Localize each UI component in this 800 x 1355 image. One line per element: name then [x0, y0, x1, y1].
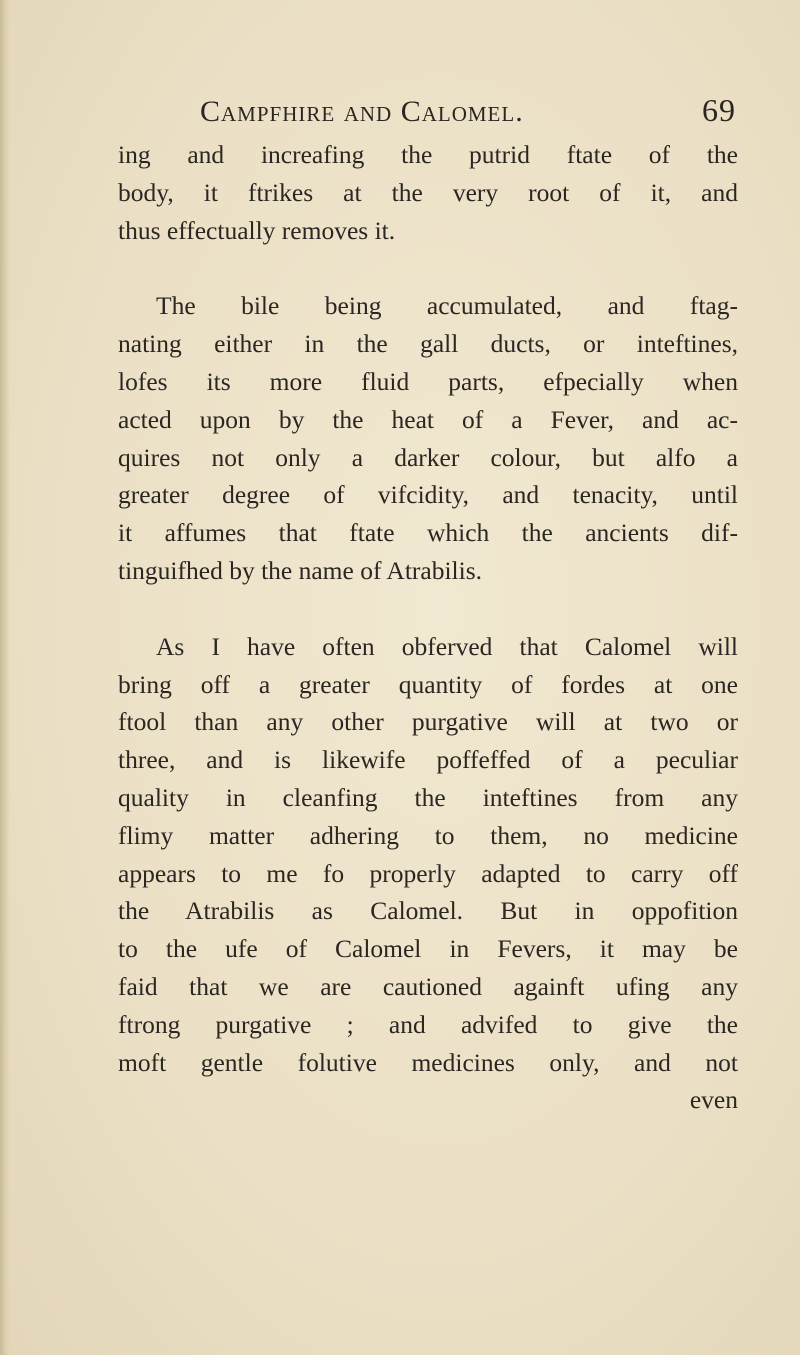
text-line: the Atrabilis as Calomel. But in oppofition — [118, 896, 738, 926]
text-line: body, it ftrikes at the very root of it, and — [118, 177, 738, 207]
text-line: tinguifhed by the name of Atrabilis. — [118, 555, 483, 585]
text-line: to the ufe of Calomel in Fevers, it may be — [118, 934, 738, 964]
text-line: quality in cleanfing the inteftines from any — [118, 782, 738, 812]
page-gutter-edge — [0, 0, 10, 1355]
text-line: quires not only a darker colour, but alfo a — [118, 442, 738, 472]
text-line: ing and increafing the putrid ftate of the — [118, 140, 738, 169]
page-number: 69 — [702, 92, 736, 128]
paragraph-gap — [118, 590, 738, 628]
page-text-block — [118, 92, 738, 1119]
text-line: it affumes that ftate which the ancients dif- — [118, 518, 738, 548]
text-line: ftool than any other purgative will at two or — [118, 707, 738, 737]
text-line: appears to me fo properly adapted to carry off — [118, 858, 738, 888]
text-line: greater degree of vifcidity, and tenacity, until — [118, 480, 738, 510]
text-line: moft gentle folutive medicines only, and not — [118, 1047, 738, 1077]
paragraph-gap — [118, 249, 738, 287]
text-line: As I have often obferved that Calomel will — [156, 631, 738, 661]
text-line: flimy matter adhering to them, no medicine — [118, 820, 738, 850]
catchword: even — [689, 1085, 738, 1115]
text-line: bring off a greater quantity of fordes at one — [118, 669, 738, 699]
paragraph-3 — [118, 628, 738, 1119]
text-line: acted upon by the heat of a Fever, and ac- — [118, 404, 738, 434]
text-line: nating either in the gall ducts, or inteftines, — [118, 329, 738, 359]
paragraph-1 — [118, 136, 738, 249]
text-line: faid that we are cautioned againft ufing any — [118, 971, 738, 1001]
text-line: The bile being accumulated, and ftag- — [156, 291, 738, 321]
text-line: three, and is likewife poffeffed of a peculiar — [118, 745, 738, 775]
paragraph-2 — [118, 287, 738, 589]
running-head — [200, 92, 736, 136]
running-head-title: Campfhire and Calomel. — [200, 95, 524, 128]
text-line: ftrong purgative ; and advifed to give the — [118, 1009, 738, 1039]
text-line: lofes its more fluid parts, efpecially when — [118, 366, 738, 396]
text-line: thus effectually removes it. — [118, 215, 396, 245]
